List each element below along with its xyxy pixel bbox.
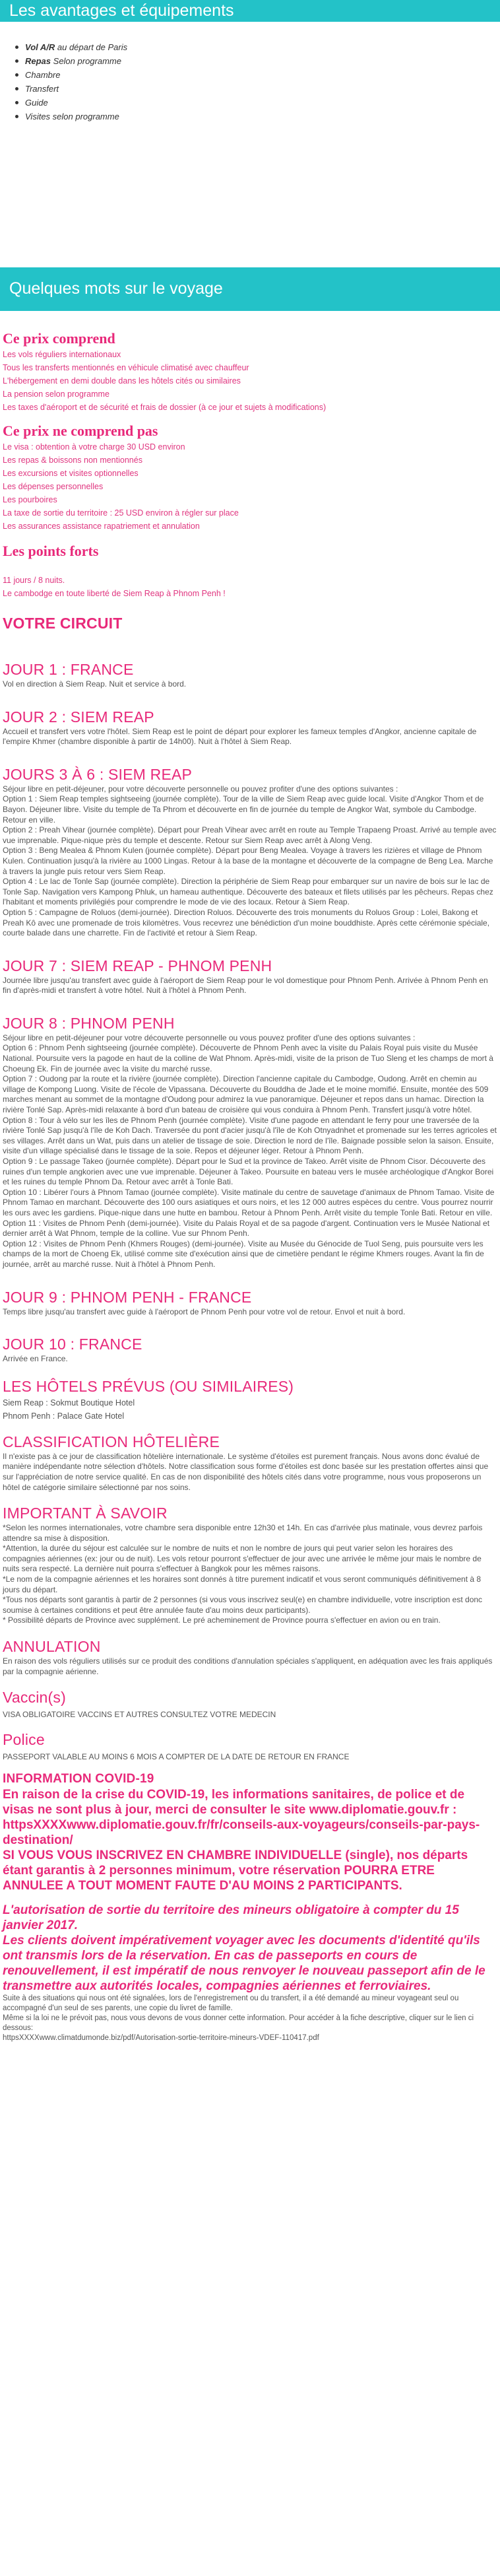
day-paragraph: Option 1 : Siem Reap temples sightseeing (journée complète). Tour de la ville de Siem Reap avec guide local. Visite d'Angkor Thom et de Bayon. Déjeuner libre. Visite du temple de Ta Phrom et découverte en fin de journée du temple de Angkor Wat, symbole du Cambodge. Retour en ville. xyxy=(3,794,484,825)
important-paragraph: *Tous nos départs sont garantis à partir de 2 personnes (si vous vous inscrivez seul(e) en chambre individuelle, votre inscription est donc soumise à certaines conditions et peut être annulée faute d'au moins deux participants). xyxy=(3,1595,483,1615)
vaccines-text: VISA OBLIGATOIRE VACCINS ET AUTRES CONSULTEZ VOTRE MEDECIN xyxy=(3,1710,276,1720)
cancellation-text: En raison des vols réguliers utilisés sur ce produit des conditions d'annulation spéciales s'appliquent, en adéquation avec les frais appliqués par la compagnie aérienne. xyxy=(3,1656,493,1676)
circuit-title: VOTRE CIRCUIT xyxy=(3,615,123,632)
classification-title: CLASSIFICATION HÔTELIÈRE xyxy=(3,1433,220,1450)
covid-paragraph: SI VOUS VOUS INSCRIVEZ EN CHAMBRE INDIVIDUELLE (single), nos départs étant garantis à 2 personnes minimum, votre réservation POURRA ETRE ANNULEE A TOUT MOMENT FAUTE D'AU MOINS 2 PARTICIPANTS. xyxy=(3,1848,468,1893)
day-paragraph: Option 6 : Phnom Penh sightseeing (journée complète). Découverte de Phnom Penh avec la visite du Palais Royal puis visite du Musée National. Poursuite vers la pagode en haut de la colline de Wat Phnom. Après-midi, visite de la prison de Tuo Sleng et les champs de mort à Choeung Ek. Fin de journée avec la visite du marché russe. xyxy=(3,1043,493,1073)
police-text: PASSEPORT VALABLE AU MOINS 6 MOIS A COMPTER DE LA DATE DE RETOUR EN FRANCE xyxy=(3,1751,350,1761)
hotels-title: LES HÔTELS PRÉVUS (OU SIMILAIRES) xyxy=(3,1377,294,1395)
advantage-item-bold: Repas xyxy=(25,56,51,66)
important-text xyxy=(3,1523,497,1626)
trip-words-banner: Quelques mots sur le voyage xyxy=(0,267,500,311)
itinerary-days xyxy=(3,633,497,1365)
hotel-item: Phnom Penh : Palace Gate Hotel xyxy=(3,1411,125,1421)
cancellation-title: ANNULATION xyxy=(3,1638,101,1656)
day-paragraph: Option 7 : Oudong par la route et la rivière (journée complète). Direction l'ancienne capitale du Cambodge, Oudong. Arrêt en chemin au village de Kompong Luong. Visite de l'école de Vipassana. Découverte du Bouddha de Jade et le moine momifié. Ensuite, montée des 509 marches menant au sommet de la montagne d'Oudong pour admirez la vue panoramique. Déjeuner et repos dans un hamac. Direction la rivière Tonlé Sap. Après-midi relaxante à bord d'un bateau de croisière qui vous conduira à Phnom Penh. Transfert jusqu'à votre hôtel. xyxy=(3,1074,489,1115)
covid-text xyxy=(3,1787,497,1893)
trip-content xyxy=(0,311,500,2043)
important-paragraph: *Selon les normes internationales, votre chambre sera disponible entre 12h30 et 14h. En cas d'arrivée plus matinale, vous devrez parfois attendre sa mise à disposition. xyxy=(3,1523,483,1543)
strong-point-item: Le cambodge en toute liberté de Siem Reap à Phnom Penh ! xyxy=(3,589,226,598)
advantage-item-text: Chambre xyxy=(25,70,61,80)
day-paragraph: Journée libre jusqu'au transfert avec guide à l'aéroport de Siem Reap pour le vol domestique pour Phnom Penh. Arrivée à Phnom Penh en fin d'après-midi et transfert à votre hôtel. Nuit à l'hôtel à Phnom Penh. xyxy=(3,975,488,996)
minors-paragraph: Suite à des situations qui nous ont été signalées, lors de l'enregistrement ou du transfert, il a été demandé au mineur voyageant seul ou accompagné d'un seul de ses parents, une copie du livret de famille. xyxy=(3,1994,459,2013)
advantage-item xyxy=(25,82,500,96)
day-paragraph: Option 11 : Visites de Phnom Penh (demi-journée). Visite du Palais Royal et de sa pagode d'argent. Continuation vers le Musée National et dernier arrêt à Wat Phnom, temple de la colline. Vue sur Phnom Penh. xyxy=(3,1218,490,1238)
price-excludes-title: Ce prix ne comprend pas xyxy=(3,423,158,439)
price-includes-item: Les vols réguliers internationaux xyxy=(3,350,121,359)
minors-paragraph: httpsXXXXwww.climatdumonde.biz/pdf/Autorisation-sortie-territoire-mineurs-VDEF-110417.pdf xyxy=(3,2034,319,2043)
important-paragraph: * Possibilité départs de Province avec supplément. Le pré acheminement de Province pourra s'effectuer en avion ou en train. xyxy=(3,1615,441,1625)
price-excludes-item: Les repas & boissons non mentionnés xyxy=(3,456,142,465)
minors-title: L'autorisation de sortie du territoire des mineurs obligatoire à compter du 15 janvier 2017. xyxy=(3,1903,459,1933)
day-paragraph: Séjour libre en petit-déjeuner, pour votre découverte personnelle ou pouvez profiter d'une des options suivantes : xyxy=(3,784,398,794)
advantage-item xyxy=(25,96,500,110)
advantage-item xyxy=(25,110,500,123)
advantage-item xyxy=(25,54,500,68)
day-description xyxy=(3,1307,497,1318)
important-paragraph: *Attention, la durée du séjour est calculée sur le nombre de nuits et non le nombre de jours qui peut varier selon les horaires des compagnies aériennes (ex: jour ou de nuit). Les vols retour pourront s'effectuer de jour avec une arrivée le même jour mais le nombre de nuits sera respecté. La dernière nuit pourra s'effectuer à Bangkok pour les mêmes raisons. xyxy=(3,1543,482,1574)
price-includes-item: La pension selon programme xyxy=(3,390,109,399)
day-title: JOURS 3 À 6 : SIEM REAP xyxy=(3,765,193,783)
strong-points-list xyxy=(3,574,497,600)
advantages-list xyxy=(0,22,500,123)
day-title: JOUR 2 : SIEM REAP xyxy=(3,708,154,726)
day-paragraph: Temps libre jusqu'au transfert avec guide à l'aéroport de Phnom Penh pour votre vol de retour. Envol et nuit à bord. xyxy=(3,1306,406,1316)
day-description xyxy=(3,976,497,996)
hotel-item: Siem Reap : Sokmut Boutique Hotel xyxy=(3,1398,135,1407)
advantage-item-text: Guide xyxy=(25,98,48,108)
day-paragraph: Arrivée en France. xyxy=(3,1354,68,1364)
price-includes-list xyxy=(3,348,497,414)
advantages-banner: Les avantages et équipements xyxy=(0,0,500,22)
advantage-item xyxy=(25,40,500,54)
day-paragraph: Option 8 : Tour à vélo sur les îles de Phnom Penh (journée complète). Visite d'une pagode en attendant le ferry pour une traversée de la rivière Tonlé Sap jusqu'à l'île de Koh Dach. Traversée du pont d'acier jusqu'à l'île de Koh Otnyadnhet et promenade sur les terres agricoles et ses villages. Arrêt dans un Wat, puis dans un atelier de tissage de soie. Direction le nord de l'île. Baignade possible selon la saison. Ensuite, visite d'un village spécialisé dans le tissage de la soie. Repos et déjeuner léger. Retour à Phnom Penh. xyxy=(3,1115,497,1156)
covid-title: INFORMATION COVID-19 xyxy=(3,1772,154,1786)
day-description xyxy=(3,1354,497,1365)
day-description xyxy=(3,679,497,690)
important-paragraph: *Le nom de la compagnie aériennes et les horaires sont donnés à titre purement indicatif et vous seront communiqués définitivement à 8 jours du départ. xyxy=(3,1575,482,1594)
police-title: Police xyxy=(3,1730,45,1748)
day-description xyxy=(3,784,497,939)
price-excludes-item: La taxe de sortie du territoire : 25 USD environ à régler sur place xyxy=(3,508,239,518)
price-excludes-list xyxy=(3,440,497,533)
price-includes-item: Les taxes d'aéroport et de sécurité et frais de dossier (à ce jour et sujets à modifications) xyxy=(3,403,327,412)
price-excludes-item: Les assurances assistance rapatriement et annulation xyxy=(3,522,200,531)
advantage-item-bold: Vol A/R xyxy=(25,42,55,52)
advantage-item-text: Transfert xyxy=(25,84,59,94)
day-paragraph: Option 10 : Libérer l'ours à Phnom Tamao (journée complète). Visite matinale du centre de sauvetage d'animaux de Phnom Tamao. Visite de Phnom Tamao en marchant. Découverte des 100 ours asiatiques et ours noirs, et les 12 000 autres espèces du centre. Vous pourrez nourrir les ours avec les gardiens. Pique-nique dans une hutte en bambou. Retour à Phnom Penh. Arrêt visite du temple Tonle Bati. Retour en ville. xyxy=(3,1187,495,1217)
day-paragraph: Accueil et transfert vers votre l'hôtel. Siem Reap est le point de départ pour explorer les fameux temples d'Angkor, ancienne capitale de l'empire Khmer (chambre disponible à partir de 14h00). Nuit à l'hôtel à Siem Reap. xyxy=(3,726,477,747)
price-includes-item: Tous les transferts mentionnés en véhicule climatisé avec chauffeur xyxy=(3,363,249,372)
day-title: JOUR 9 : PHNOM PENH - FRANCE xyxy=(3,1288,252,1306)
hotels-list xyxy=(3,1396,497,1423)
price-excludes-item: Les excursions et visites optionnelles xyxy=(3,469,139,478)
price-excludes-item: Les pourboires xyxy=(3,495,57,504)
strong-point-item: 11 jours / 8 nuits. xyxy=(3,576,65,585)
minors-text xyxy=(3,1994,497,2043)
strong-points-title: Les points forts xyxy=(3,543,99,559)
minors-pink-text: Les clients doivent impérativement voyager avec les documents d'identité qu'ils ont transmis lors de la réservation. En cas de passeports en cours de renouvellement, il est impératif de nous renvoyer le nouveau passeport afin de le transmettre aux autorités locales, compagnies aériennes et ferroviaires. xyxy=(3,1934,485,1994)
day-title: JOUR 1 : FRANCE xyxy=(3,661,134,678)
day-paragraph: Option 3 : Beng Mealea & Phnom Kulen (journée complète). Départ pour Beng Mealea. Voyage à travers les rizières et village de Phnom Kulen. Continuation jusqu'à la rivière au 1000 Lingas. Retour à la base de la montagne et découverte de la compagne de Beng Lea. Marche à travers la jungle puis retour vers Siem Reap. xyxy=(3,846,493,876)
day-paragraph: Option 9 : Le passage Takeo (journée complète). Départ pour le Sud et la province de Takeo. Arrêt visite de Phnom Cisor. Découverte des ruines d'un temple angkorien avec une vue imprenable. Déjeuner à Takeo. Poursuite en bateau vers le musée archéologique d'Angkor Borei et les ruines du temple Phnom Da. Retour avec arrêt à Tonle Bati. xyxy=(3,1157,494,1187)
advantage-item-text: Visites selon programme xyxy=(25,112,119,121)
important-title: IMPORTANT À SAVOIR xyxy=(3,1505,168,1522)
price-excludes-item: Les dépenses personnelles xyxy=(3,482,104,491)
day-paragraph: Séjour libre en petit-déjeuner pour votre découverte personnelle ou vous pouvez profiter d'une des options suivantes : xyxy=(3,1033,416,1042)
day-description xyxy=(3,1033,497,1270)
minors-paragraph: Même si la loi ne le prévoit pas, nous vous devons de vous donner cette information. Pour accéder à la fiche descriptive, cliquer sur le lien ci dessous: xyxy=(3,2014,474,2033)
day-title: JOUR 8 : PHNOM PENH xyxy=(3,1014,175,1032)
advantage-item xyxy=(25,68,500,82)
day-paragraph: Option 4 : Le lac de Tonle Sap (journée complète). Direction la périphérie de Siem Reap pour embarquer sur un navire de bois sur le lac de Tonle Sap. Navigation vers Kampong Phluk, un hameau authentique. Découverte des bateaux et filets utilisés par les pêcheurs. Repas chez l'habitant et moments privilégiés pour comprendre le mode de vie des locaux. Retour à Siem Reap. xyxy=(3,877,493,907)
day-title: JOUR 10 : FRANCE xyxy=(3,1336,142,1353)
day-paragraph: Option 2 : Preah Vihear (journée complète). Départ pour Preah Vihear avec arrêt en route au Temple Trapaeng Proast. Arrivé au temple avec vue imprenable. Pique-nique près du temple et descente. Retour sur Siem Reap avec arrêt à Along Veng. xyxy=(3,825,497,845)
vaccines-title: Vaccin(s) xyxy=(3,1689,66,1707)
classification-text: Il n'existe pas à ce jour de classification hôtelière internationale. Le système d'étoiles est purement français. Nous avons donc évalué de manière indépendante notre sélection d'hôtels. Notre classification sous forme d'étoiles est donc basée sur les prestation offertes ainsi que sur l'appréciation de notre service qualité. En cas de non disponibilité des hôtels cités dans votre programme, nous vous proposerons un hôtel de catégorie similaire sélectionné par nos soins. xyxy=(3,1451,489,1492)
price-includes-title: Ce prix comprend xyxy=(3,330,115,347)
covid-paragraph: En raison de la crise du COVID-19, les informations sanitaires, de police et de visas ne sont plus à jour, merci de consulter le site www.diplomatie.gouv.fr : httpsXXXXwww.diplomatie.gouv.fr/fr/conseils-aux-voyageurs/conseils-par-pays-destination/ xyxy=(3,1788,480,1848)
day-paragraph: Option 12 : Visites de Phnom Penh (Khmers Rouges) (demi-journée). Visite au Musée du Génocide de Tuol Seng, puis poursuite vers les champs de la mort de Choeng Ek, utilisé comme site d'exécution ainsi que de cimetière pendant le régime Khmers rouges. Avant la fin de journée, arrêt au marché russe. Nuit à l'hôtel à Phnom Penh. xyxy=(3,1238,484,1269)
day-description xyxy=(3,727,497,747)
advantage-item-text: au départ de Paris xyxy=(55,42,128,52)
day-paragraph: Option 5 : Campagne de Roluos (demi-journée). Direction Roluos. Découverte des trois monuments du Roluos Group : Lolei, Bakong et Preah Kô avec une promenade de trois kilomètres. Vous recevrez une bénédiction d'un moine bouddhiste. Après cette cérémonie spéciale, courte balade dans une charrette. Fin de l'activité et retour à Siem Reap. xyxy=(3,907,490,938)
price-includes-item: L'hébergement en demi double dans les hôtels cités ou similaires xyxy=(3,376,241,386)
day-paragraph: Vol en direction à Siem Reap. Nuit et service à bord. xyxy=(3,679,187,689)
advantage-item-text: Selon programme xyxy=(51,56,121,66)
day-title: JOUR 7 : SIEM REAP - PHNOM PENH xyxy=(3,957,272,974)
price-excludes-item: Le visa : obtention à votre charge 30 USD environ xyxy=(3,442,185,452)
